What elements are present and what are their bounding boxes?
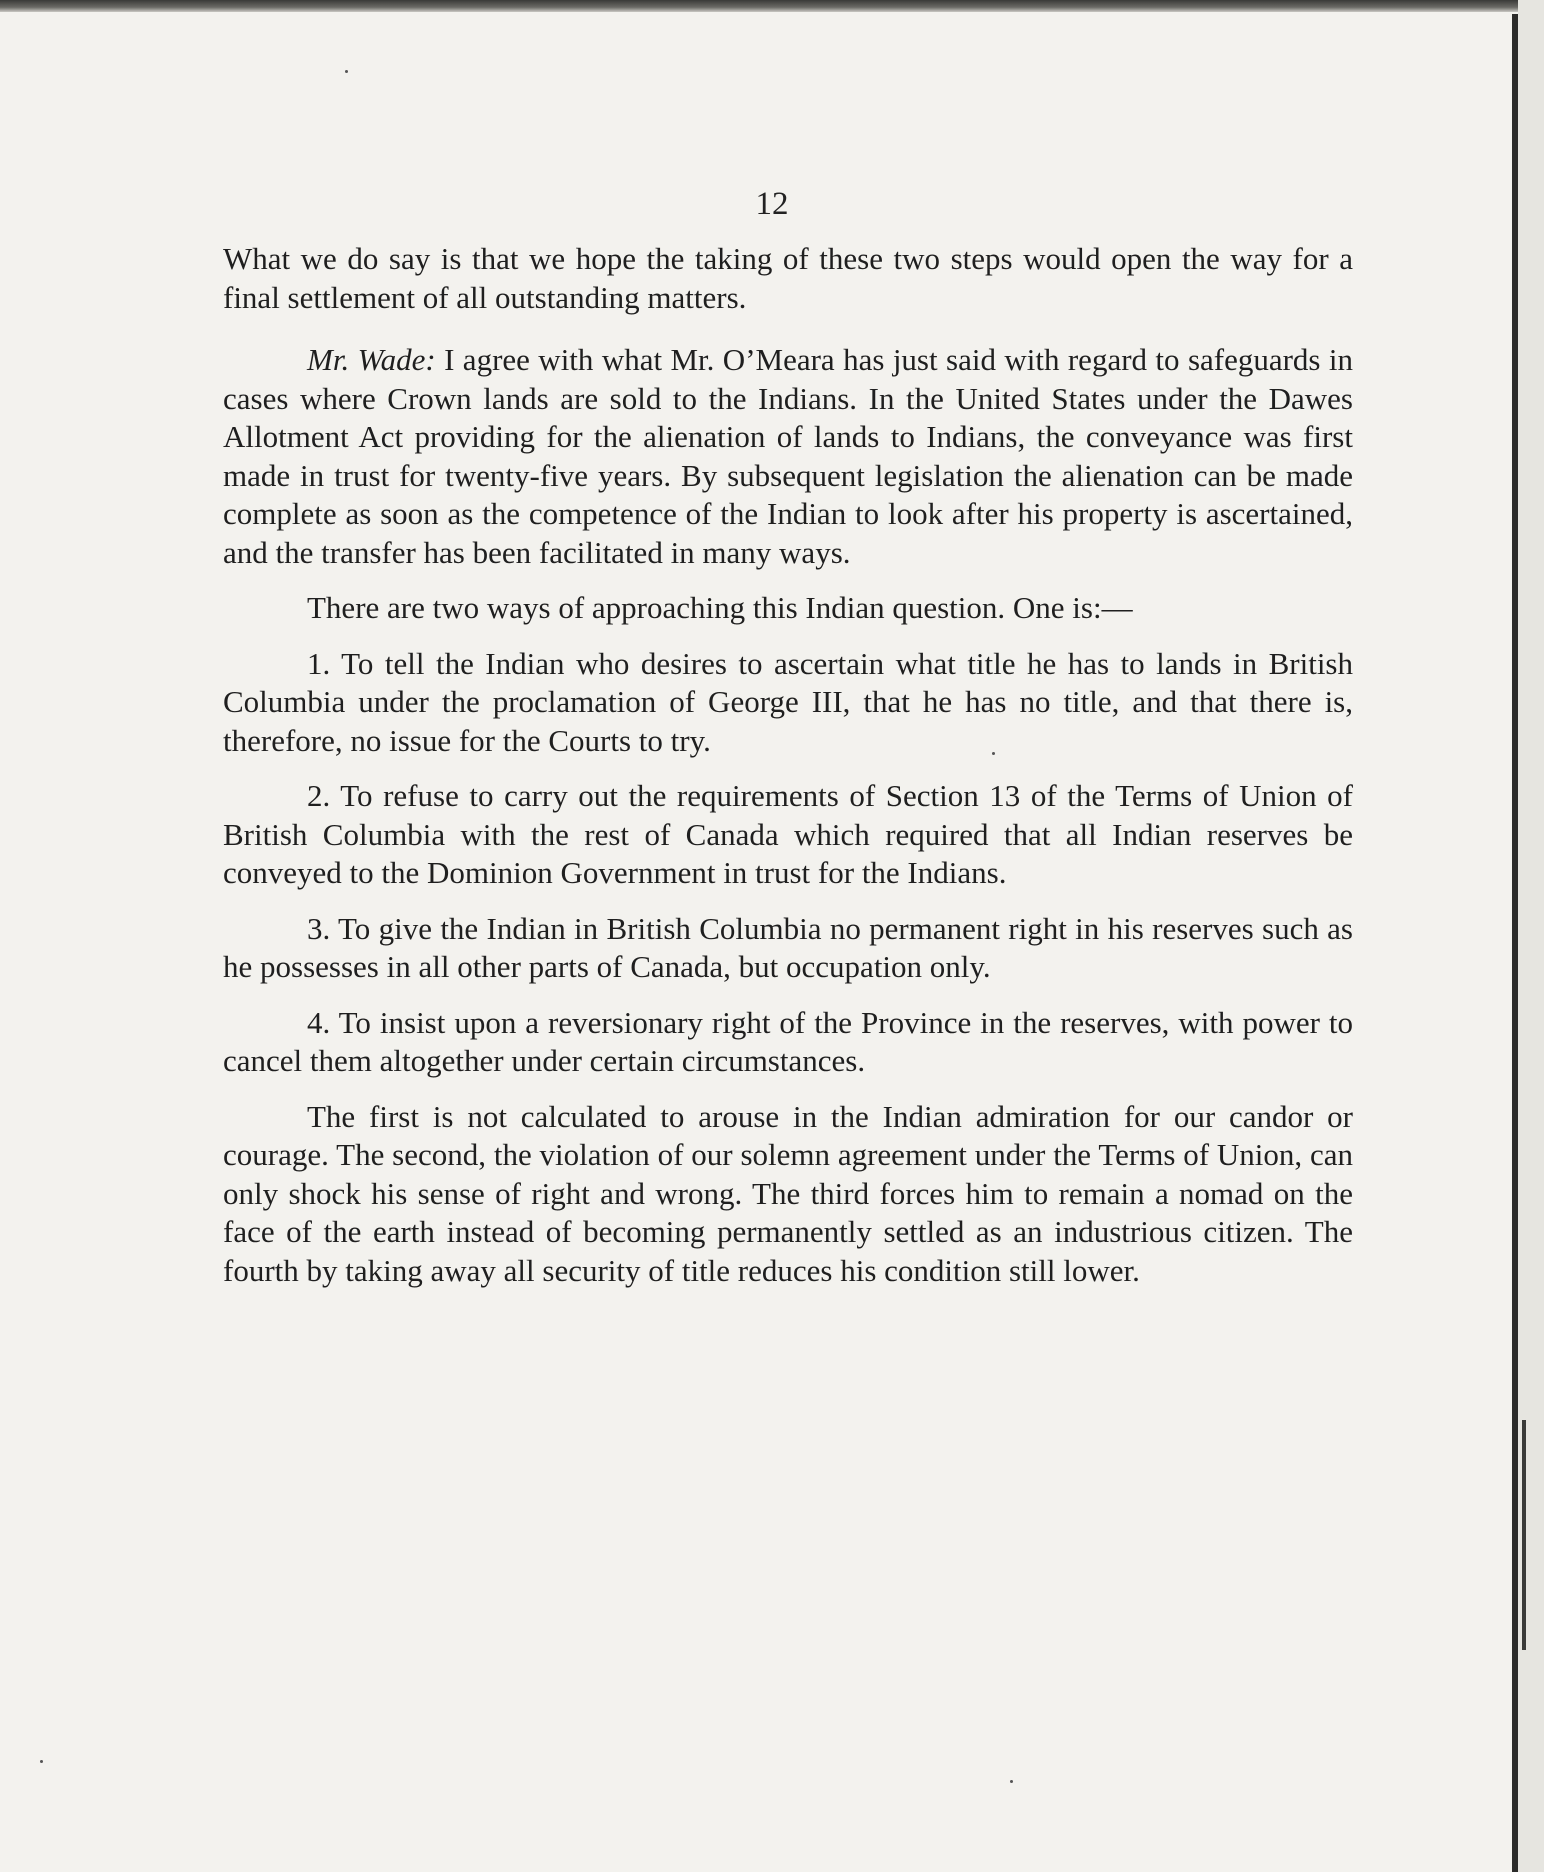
scan-speck — [1010, 1780, 1013, 1783]
paragraph-text: 4. To insist upon a reversionary right of the Province in the reserves, with power to cancel them altogether under certain circumstances. — [223, 1004, 1353, 1078]
top-edge-shadow — [0, 0, 1544, 12]
paragraph-conclusion — [223, 1098, 1353, 1291]
page-number: 12 — [755, 186, 789, 222]
paragraph-text: 3. To give the Indian in British Columbia no permanent right in his reserves such as he possesses in all other parts of Canada, but occupation only. — [223, 910, 1353, 984]
list-item-4 — [223, 1004, 1353, 1081]
document-body — [223, 240, 1353, 1307]
list-item-1 — [223, 645, 1353, 761]
paragraph-mr-wade — [223, 341, 1353, 572]
speaker-name: Mr. Wade: — [307, 342, 436, 377]
paragraph-text: 2. To refuse to carry out the requirements of Section 13 of the Terms of Union of British Columbia with the rest of Canada which required that all Indian reserves be conveyed to the Dominion Government in trust for the Indians. — [223, 778, 1353, 890]
right-edge-notch — [1522, 1420, 1526, 1650]
list-item-3 — [223, 910, 1353, 987]
right-page-edge — [1512, 14, 1518, 1872]
paragraph-text: There are two ways of approaching this Indian question. One is:— — [307, 590, 1133, 625]
paragraph-text: 1. To tell the Indian who desires to ascertain what title he has to lands in British Columbia under the proclamation of George III, that he has no title, and that there is, therefore, no issue for the Courts to try. — [223, 645, 1353, 758]
paragraph-intro — [223, 240, 1353, 317]
paragraph-text: What we do say is that we hope the taking of these two steps would open the way for a final settlement of all outstanding matters. — [223, 241, 1353, 315]
scan-speck — [345, 70, 348, 73]
list-item-2 — [223, 777, 1353, 893]
paragraph-text: I agree with what Mr. O’Meara has just said with regard to safeguards in cases where Crown lands are sold to the Indians. In the United States under the Dawes Allotment Act providing for the alienation of lands to Indians, the conveyance was first made in trust for twenty-five years. By subsequent legislation the alienation can be made complete as soon as the competence of the Indian to look after his property is ascertained, and the transfer has been facilitated in many ways. — [223, 342, 1354, 570]
scan-speck — [40, 1760, 43, 1763]
paragraph-text: The first is not calculated to arouse in the Indian admiration for our candor or courage. The second, the violation of our solemn agreement under the Terms of Union, can only shock his sense of right and wrong. The third forces him to remain a nomad on the face of the earth instead of becoming permanently settled as an industrious citizen. The fourth by taking away all security of title reduces his condition still lower. — [223, 1098, 1353, 1288]
paragraph-two-ways — [223, 589, 1353, 628]
